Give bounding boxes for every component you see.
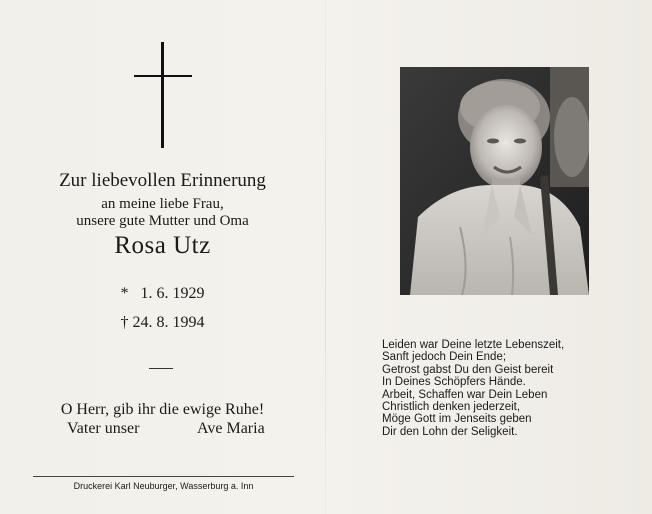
poem-line: Christlich denken jederzeit, — [382, 401, 521, 414]
poem-line: Leiden war Deine letzte Lebenszeit, — [382, 339, 565, 351]
deceased-name: Rosa Utz — [114, 232, 211, 259]
memorial-poem — [382, 339, 632, 438]
footer-rule — [33, 476, 294, 477]
portrait-photo — [400, 67, 589, 295]
death-date: † 24. 8. 1994 — [120, 314, 205, 331]
separator-dash — [149, 368, 173, 369]
poem-line: Getrost gabst Du den Geist bereit — [382, 363, 554, 376]
cross-icon — [134, 42, 192, 148]
ave-maria-label: Ave Maria — [197, 420, 265, 437]
intro-heading: Zur liebevollen Erinnerung — [59, 170, 266, 191]
dedication-line-1: an meine liebe Frau, — [101, 196, 224, 212]
birth-date: * 1. 6. 1929 — [120, 285, 205, 302]
printer-credit: Druckerei Karl Neuburger, Wasserburg a. Inn — [73, 481, 254, 491]
poem-line: Arbeit, Schaffen war Dein Leben — [382, 388, 548, 401]
vater-unser-label: Vater unser — [67, 420, 140, 437]
poem-line: Dir den Lohn der Seligkeit. — [382, 425, 518, 438]
dedication-line-2: unsere gute Mutter und Oma — [76, 213, 249, 229]
prayer-line: O Herr, gib ihr die ewige Ruhe! — [60, 401, 265, 418]
poem-line: Möge Gott im Jenseits geben — [382, 413, 532, 426]
poem-line: Sanft jedoch Dein Ende; — [382, 351, 507, 364]
poem-line: In Deines Schöpfers Hände. — [382, 376, 526, 389]
card-fold — [325, 0, 326, 514]
